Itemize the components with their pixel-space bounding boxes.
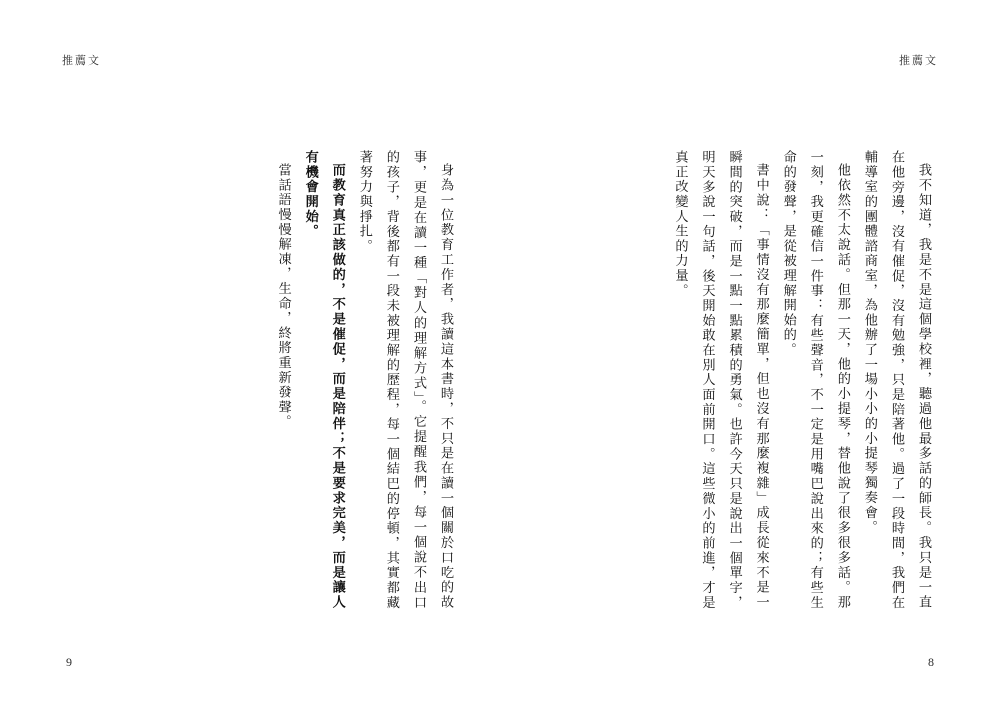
paragraph: 書中說：「事情沒有那麼簡單，但也沒有那麼複雜」成長從來不是一瞬間的突破，而是一點一點累積的勇氣。也許今天只是說出一個單字，明天多說一句話，後天開始敢在別人面前開口。這些微小的前進，才是真正改變人生的力量。 <box>673 150 770 610</box>
page-right-body <box>593 150 938 610</box>
page-left-body <box>160 150 460 610</box>
folio-left: 9 <box>66 655 72 669</box>
paragraph: 身為一位教育工作者，我讀這本書時，不只是在讀一個關於口吃的故事，更是在讀一種「對人的理解方式」。它提醒我們，每一個說不出口的孩子，背後都有一段未被理解的歷程，每一個結巴的停頓，其實都藏著努力與掙扎。 <box>357 150 454 610</box>
folio-right: 8 <box>928 655 934 669</box>
paragraph: 他依然不太說話。但那一天，他的小提琴，替他說了很多很多話。那一刻，我更確信一件事：有些聲音，不一定是用嘴巴說出來的；有些生命的發聲，是從被理解開始的。 <box>781 150 851 610</box>
running-head-right: 推薦文 <box>899 55 938 67</box>
running-head-left: 推薦文 <box>62 55 101 67</box>
paragraph: 我不知道，我是不是這個學校裡，聽過他最多話的師長。我只是一直在他旁邊，沒有催促，沒有勉強，只是陪著他。過了一段時間，我們在輔導室的團體諮商室，為他辦了一場小小的小提琴獨奏會。 <box>862 150 932 610</box>
paragraph-emphasis: 而教育真正該做的，不是催促，而是陪伴；不是要求完美，而是讓人有機會開始。 <box>303 150 346 610</box>
page-right <box>500 0 1000 714</box>
paragraph-closing: 當話語慢慢解凍，生命，終將重新發聲。 <box>276 163 292 430</box>
